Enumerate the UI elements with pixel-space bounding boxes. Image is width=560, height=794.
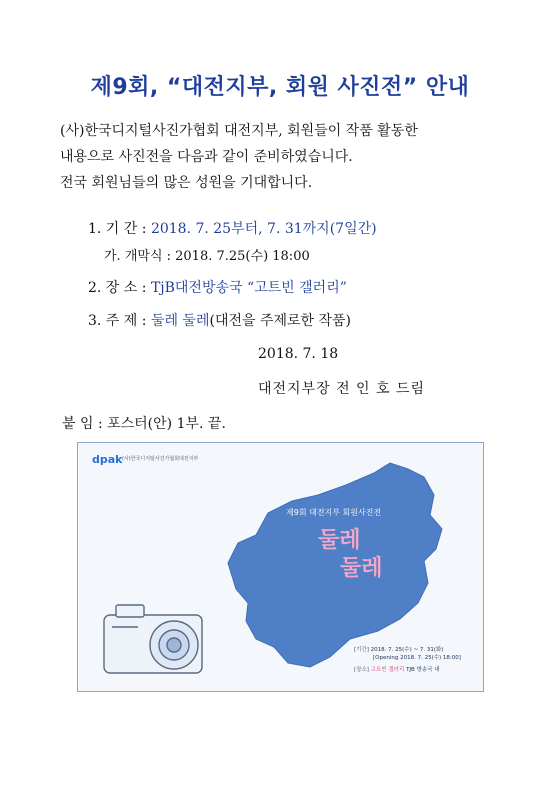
theme-value: 둘레 둘레: [150, 313, 210, 329]
item-opening: 가. 개막식 : 2018. 7.25(수) 18:00: [104, 249, 310, 264]
poster-image: [77, 442, 484, 692]
poster-place: [354, 665, 440, 673]
intro-line-3: 전국 회원님들의 많은 성원을 기대합니다.: [60, 175, 313, 191]
theme-label: 3. 주 제 :: [88, 313, 151, 329]
poster-org: (사)한국디지털사진가협회대전지부: [122, 456, 199, 462]
intro-line-1: (사)한국디지털사진가협회 대전지부, 회원들이 작품 활동한: [60, 123, 418, 139]
signature: 대전지부장 전 인 호 드림: [258, 381, 426, 397]
period-label: 1. 기 간 :: [88, 221, 151, 237]
document-date: 2018. 7. 18: [258, 346, 339, 362]
poster-period-key: [기간]: [354, 647, 369, 653]
poster-title-line-1: 둘레: [318, 528, 361, 553]
poster-period: [354, 645, 443, 653]
page-title: 제9회, “대전지부, 회원 사진전” 안내: [90, 75, 470, 100]
daejeon-map-shape: [228, 463, 442, 667]
place-label: 2. 장 소 :: [88, 280, 151, 296]
item-period: [88, 218, 377, 238]
poster-title-line-2: 둘레: [340, 556, 383, 581]
theme-suffix: (대전을 주제로한 작품): [209, 313, 352, 329]
poster-opening: [Opening 2018. 7. 25(수) 18:00]: [373, 655, 461, 661]
poster-place-value: 고트빈 갤러리: [370, 667, 405, 673]
period-value: 2018. 7. 25부터, 7. 31까지(7일간): [150, 221, 377, 237]
camera-icon: [104, 605, 202, 673]
item-theme: [88, 310, 351, 330]
item-place: [88, 277, 347, 297]
poster-logo: dpak: [92, 453, 123, 466]
poster-place-key: [장소]: [354, 667, 369, 673]
poster-subtitle: 제9회 대전지부 회원사진전: [286, 508, 382, 517]
poster-period-value: 2018. 7. 25(수) ~ 7. 31(화): [370, 647, 444, 653]
place-value: TjB대전방송국 “고트빈 갤러리”: [150, 280, 347, 296]
poster-place-note: TJB 방송국 내: [406, 667, 440, 673]
intro-line-2: 내용으로 사진전을 다음과 같이 준비하였습니다.: [60, 149, 353, 165]
attachment-note: 붙 임 : 포스터(안) 1부. 끝.: [62, 416, 226, 432]
